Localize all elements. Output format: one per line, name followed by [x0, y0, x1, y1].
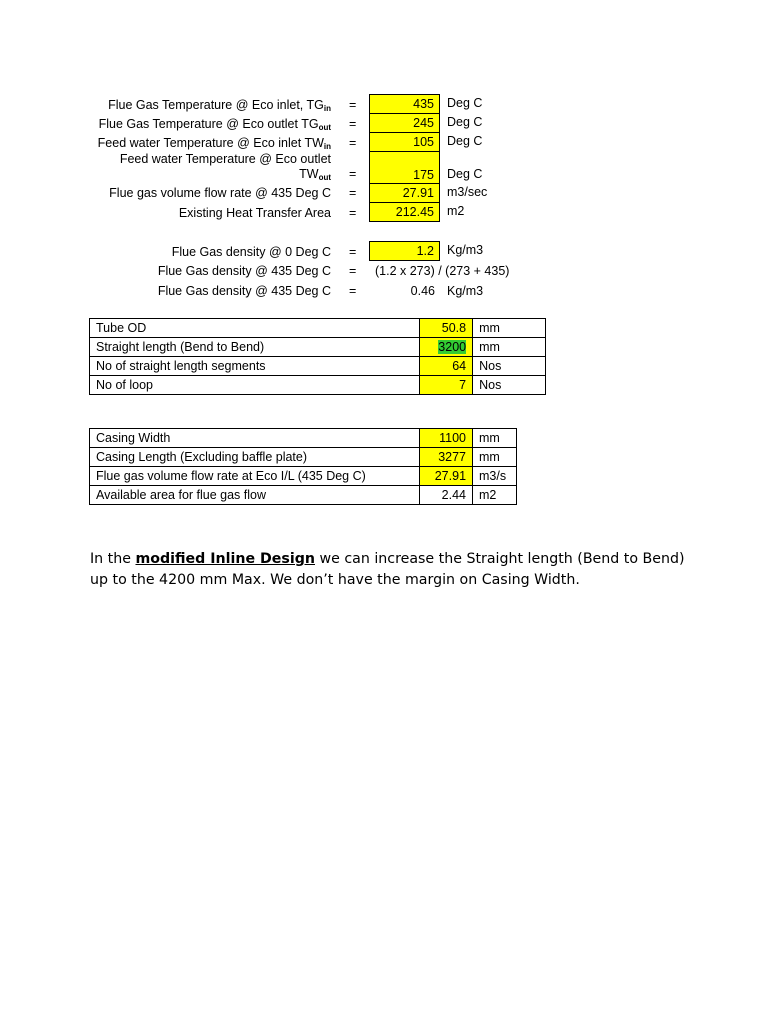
equals-sign: = — [349, 206, 357, 220]
row-value-segments[interactable]: 64 — [420, 357, 473, 376]
row-label: No of loop — [90, 376, 420, 395]
row-label: Available area for flue gas flow — [90, 486, 420, 505]
param-label-flue-gas-flow-rate: Flue gas volume flow rate @ 435 Deg C — [109, 186, 331, 200]
row-unit: mm — [473, 319, 546, 338]
table-row — [90, 486, 517, 505]
tube-table — [89, 318, 546, 395]
param-unit: m2 — [447, 204, 465, 218]
param-unit: Deg C — [447, 167, 483, 181]
row-unit: m2 — [473, 486, 517, 505]
param-label-feed-water-outlet-temp-line1: Feed water Temperature @ Eco outlet — [119, 152, 331, 166]
row-value-straight-length[interactable] — [420, 338, 473, 357]
row-value-tube-od[interactable]: 50.8 — [420, 319, 473, 338]
table-row — [90, 376, 546, 395]
row-unit: Nos — [473, 376, 546, 395]
table-row — [90, 467, 517, 486]
note-bold-design: modified Inline Design — [135, 551, 315, 568]
param-label-flue-gas-inlet-temp: Flue Gas Temperature @ Eco inlet, $TG_{in}$ — [108, 98, 331, 113]
row-value-casing-length[interactable]: 3277 — [420, 448, 473, 467]
param-value-flue-gas-flow-rate[interactable]: 27.91 — [369, 183, 440, 203]
equals-sign: = — [349, 136, 357, 150]
row-unit: mm — [473, 448, 517, 467]
param-value-flue-gas-inlet-temp[interactable]: 435 — [369, 94, 440, 114]
note-text-after: we can increase the Straight length (Bend to Bend) up to the 4200 mm Max. We don’t have the margin on Casing Width. — [90, 551, 685, 589]
row-value-flow-rate[interactable]: 27.91 — [420, 467, 473, 486]
equals-sign: = — [349, 98, 357, 112]
param-unit: Deg C — [447, 134, 483, 148]
equals-sign: = — [349, 284, 357, 298]
row-unit: mm — [473, 429, 517, 448]
row-value-loops[interactable]: 7 — [420, 376, 473, 395]
param-label-feed-water-outlet-temp: $TW_{out}$ — [299, 167, 331, 182]
row-label: Casing Length (Excluding baffle plate) — [90, 448, 420, 467]
row-label: Casing Width — [90, 429, 420, 448]
row-value-available-area: 2.44 — [420, 486, 473, 505]
equals-sign: = — [349, 117, 357, 131]
casing-table — [89, 428, 517, 505]
note-text-before: In the — [90, 551, 136, 568]
param-value-feed-water-inlet-temp[interactable]: 105 — [369, 132, 440, 152]
density-formula: (1.2 x 273) / (273 + 435) — [375, 264, 510, 278]
table-row — [90, 357, 546, 376]
row-label: No of straight length segments — [90, 357, 420, 376]
row-label: Tube OD — [90, 319, 420, 338]
row-unit: Nos — [473, 357, 546, 376]
density-label-435-deg: Flue Gas density @ 435 Deg C — [157, 284, 331, 298]
param-label-heat-transfer-area: Existing Heat Transfer Area — [178, 206, 331, 220]
table-row — [90, 448, 517, 467]
row-unit: m3/s — [473, 467, 517, 486]
param-value-flue-gas-outlet-temp[interactable]: 245 — [369, 113, 440, 133]
param-value-heat-transfer-area[interactable]: 212.45 — [369, 202, 440, 222]
param-label-flue-gas-outlet-temp: Flue Gas Temperature @ Eco outlet $TG_{out}$ — [98, 117, 331, 132]
highlighted-value: 3200 — [438, 340, 467, 354]
row-value-casing-width[interactable]: 1100 — [420, 429, 473, 448]
equals-sign: = — [349, 245, 357, 259]
density-label-435-deg-formula: Flue Gas density @ 435 Deg C — [157, 264, 331, 278]
table-row — [90, 429, 517, 448]
equals-sign: = — [349, 167, 357, 181]
row-label: Flue gas volume flow rate at Eco I/L (435 Deg C) — [90, 467, 420, 486]
density-value-0-deg[interactable]: 1.2 — [369, 241, 440, 261]
table-row — [90, 338, 546, 357]
equals-sign: = — [349, 264, 357, 278]
density-unit: Kg/m3 — [447, 284, 484, 298]
param-value-feed-water-outlet-temp[interactable]: 175 — [369, 151, 440, 184]
density-label-0-deg: Flue Gas density @ 0 Deg C — [171, 245, 331, 259]
param-unit: Deg C — [447, 115, 483, 129]
param-unit: Deg C — [447, 96, 483, 110]
density-unit: Kg/m3 — [447, 243, 484, 257]
table-row — [90, 319, 546, 338]
design-note — [90, 549, 690, 591]
row-unit: mm — [473, 338, 546, 357]
row-label: Straight length (Bend to Bend) — [90, 338, 420, 357]
param-label-feed-water-inlet-temp: Feed water Temperature @ Eco inlet $TW_{in}$ — [97, 136, 331, 151]
density-value-435-deg: 0.46 — [410, 284, 435, 298]
equals-sign: = — [349, 186, 357, 200]
param-unit: m3/sec — [447, 185, 488, 199]
